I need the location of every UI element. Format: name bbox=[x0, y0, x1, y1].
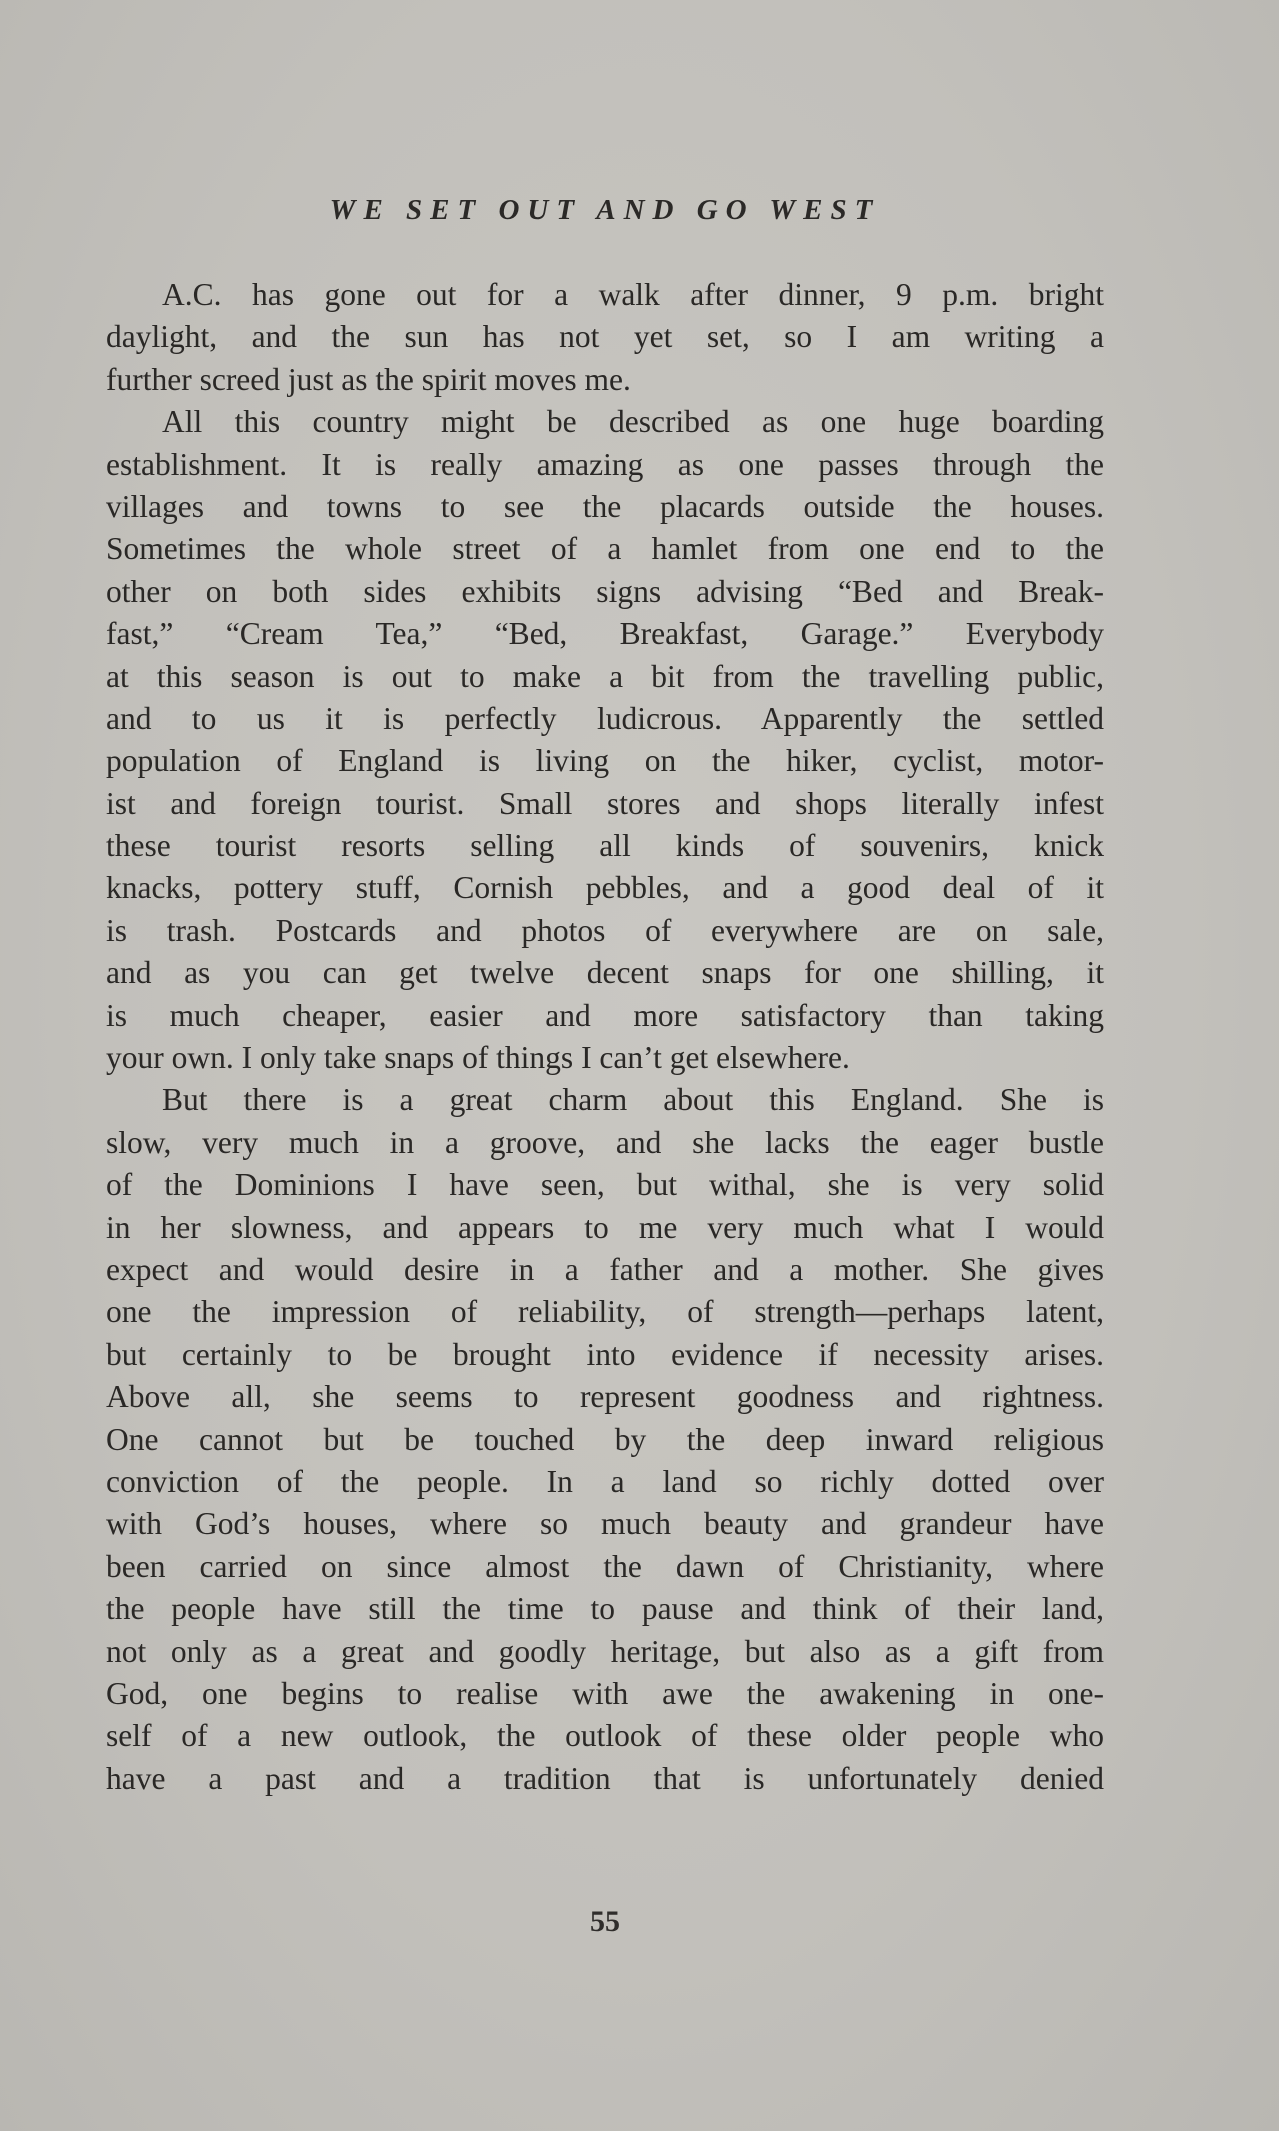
text-line: these tourist resorts selling all kinds of souvenirs, knick bbox=[106, 828, 1104, 864]
text-line: fast,” “Cream Tea,” “Bed, Breakfast, Garage.” Everybody bbox=[106, 616, 1104, 652]
text-line: further screed just as the spirit moves me. bbox=[106, 361, 631, 397]
text-line: your own. I only take snaps of things I can’t get elsewhere. bbox=[106, 1040, 850, 1076]
text-line: daylight, and the sun has not yet set, so I am writing a bbox=[106, 319, 1104, 355]
running-head: WE SET OUT AND GO WEST bbox=[329, 194, 881, 226]
text-line: not only as a great and goodly heritage, but also as a gift from bbox=[106, 1633, 1104, 1669]
text-line: of the Dominions I have seen, but withal, she is very solid bbox=[106, 1167, 1104, 1203]
text-line: is much cheaper, easier and more satisfactory than taking bbox=[106, 997, 1104, 1033]
text-line: A.C. has gone out for a walk after dinner, 9 p.m. bright bbox=[162, 277, 1104, 312]
text-line: self of a new outlook, the outlook of these older people who bbox=[106, 1718, 1104, 1754]
text-line: one the impression of reliability, of strength—perhaps latent, bbox=[106, 1294, 1104, 1330]
text-line: expect and would desire in a father and a mother. She gives bbox=[106, 1251, 1104, 1287]
text-line: establishment. It is really amazing as one passes through the bbox=[106, 446, 1104, 482]
text-line: population of England is living on the hiker, cyclist, motor- bbox=[106, 743, 1104, 779]
text-line: the people have still the time to pause and think of their land, bbox=[106, 1591, 1104, 1627]
text-line: Above all, she seems to represent goodness and rightness. bbox=[106, 1379, 1104, 1415]
text-line: have a past and a tradition that is unfortunately denied bbox=[106, 1760, 1104, 1796]
text-line: conviction of the people. In a land so richly dotted over bbox=[106, 1463, 1104, 1499]
text-line: villages and towns to see the placards outside the houses. bbox=[106, 488, 1104, 524]
text-line: and as you can get twelve decent snaps for one shilling, it bbox=[106, 955, 1104, 991]
text-line: slow, very much in a groove, and she lacks the eager bustle bbox=[106, 1124, 1104, 1160]
text-line: is trash. Postcards and photos of everywhere are on sale, bbox=[106, 912, 1104, 948]
text-line: God, one begins to realise with awe the awakening in one- bbox=[106, 1675, 1104, 1711]
text-line: ist and foreign tourist. Small stores and shops literally infest bbox=[106, 785, 1104, 821]
text-line: been carried on since almost the dawn of Christianity, where bbox=[106, 1548, 1104, 1584]
text-line: but certainly to be brought into evidence if necessity arises. bbox=[106, 1336, 1104, 1372]
text-line: Sometimes the whole street of a hamlet from one end to the bbox=[106, 531, 1104, 567]
text-line: But there is a great charm about this England. She is bbox=[162, 1082, 1104, 1118]
body-text bbox=[106, 274, 1104, 1800]
text-line: other on both sides exhibits signs advising “Bed and Break- bbox=[106, 573, 1104, 609]
text-line: One cannot but be touched by the deep inward religious bbox=[106, 1421, 1104, 1457]
text-line: with God’s houses, where so much beauty and grandeur have bbox=[106, 1506, 1104, 1542]
text-line: and to us it is perfectly ludicrous. Apparently the settled bbox=[106, 700, 1104, 736]
page-number: 55 bbox=[590, 1905, 620, 1938]
text-line: knacks, pottery stuff, Cornish pebbles, and a good deal of it bbox=[106, 870, 1104, 906]
text-line: in her slowness, and appears to me very much what I would bbox=[106, 1209, 1104, 1245]
text-line: at this season is out to make a bit from the travelling public, bbox=[106, 658, 1104, 694]
text-line: All this country might be described as one huge boarding bbox=[162, 404, 1104, 440]
